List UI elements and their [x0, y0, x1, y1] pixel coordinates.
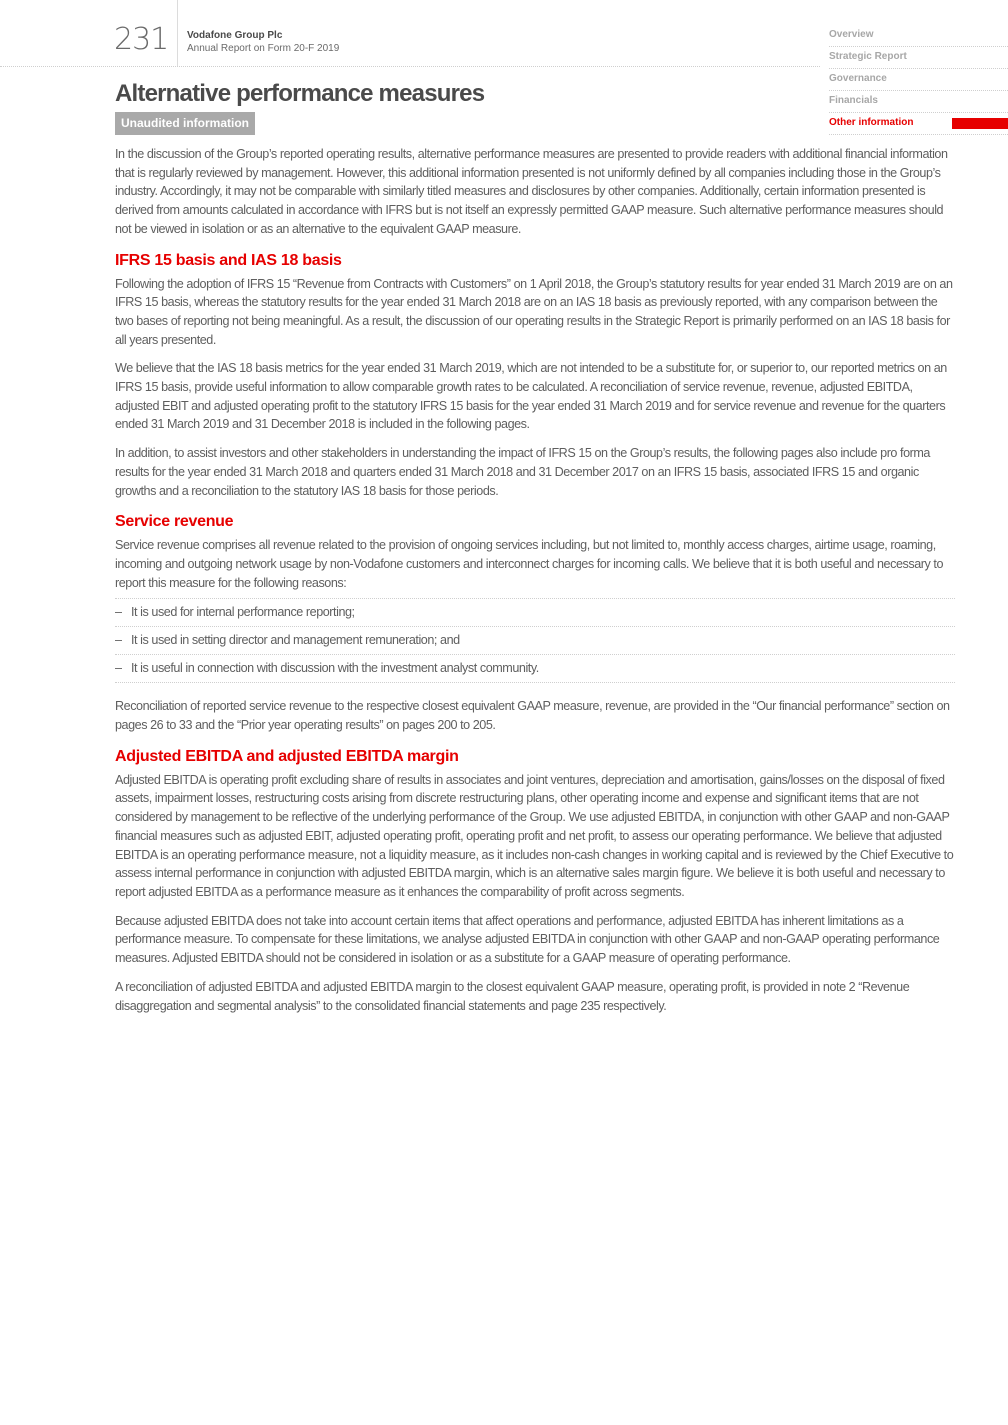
ifrs-paragraph-1: Following the adoption of IFRS 15 “Revenue from Contracts with Customers” on 1 April 2018, the Group’s statutory results for year ended 31 March 2019 are on an IFRS 15 basis, whereas the statutory results for the year ended 31 March 2018 are on an IAS 18 basis as previously reported, with any comparison between the two bases of reporting not being meaningful. As a result, the discussion of our operating results in the Strategic Report is primarily performed on an IAS 18 basis for all years presented.: [115, 276, 953, 347]
section-heading-ifrs: IFRS 15 basis and IAS 18 basis: [115, 251, 342, 269]
header-vertical-divider: [177, 0, 178, 67]
main-content: [115, 145, 955, 1025]
list-item-text: It is useful in connection with discussion with the investment analyst community.: [131, 661, 539, 676]
dash-bullet-icon: –: [115, 661, 122, 676]
nav-item-other-information[interactable]: [829, 113, 1008, 135]
section-heading-ebitda: Adjusted EBITDA and adjusted EBITDA margin: [115, 747, 459, 765]
ebitda-paragraph-2: Because adjusted EBITDA does not take into account certain items that affect operations and performance, adjusted EBITDA has inherent limitations as a performance measure. To compensate for these limitations, we analyse adjusted EBITDA in conjunction with other GAAP and non-GAAP operating performance measures. Adjusted EBITDA should not be considered in isolation or as a substitute for a GAAP measure of operating performance.: [115, 913, 940, 966]
dash-bullet-icon: –: [115, 605, 122, 620]
active-section-marker: [952, 118, 1008, 129]
header-divider: [0, 66, 820, 67]
page-number: 231: [114, 22, 169, 57]
nav-item-label: Governance: [829, 73, 887, 84]
list-item: [115, 627, 955, 655]
nav-item-financials[interactable]: [829, 91, 1008, 113]
section-nav: [829, 25, 1008, 135]
unaudited-badge: Unaudited information: [115, 112, 255, 135]
dash-bullet-icon: –: [115, 633, 122, 648]
list-item-text: It is used in setting director and management remuneration; and: [131, 633, 460, 648]
report-name: Annual Report on Form 20-F 2019: [187, 43, 340, 54]
reasons-list: [115, 598, 955, 683]
nav-item-overview[interactable]: [829, 25, 1008, 47]
nav-item-strategic-report[interactable]: [829, 47, 1008, 69]
list-item: [115, 599, 955, 627]
intro-paragraph: In the discussion of the Group’s reported operating results, alternative performance measures are presented to provide readers with additional financial information that is regularly reviewed by management. However, this additional information presented is not uniformly defined by all companies including those in the Group’s industry. Accordingly, it may not be comparable with similarly titled measures and disclosures by other companies. Additionally, certain information presented is derived from amounts calculated in accordance with IFRS but is not itself an expressly permitted GAAP measure. Such alternative performance measures should not be viewed in isolation or as an alternative to the equivalent GAAP measure.: [115, 147, 948, 236]
nav-item-label: Overview: [829, 29, 874, 40]
nav-item-governance[interactable]: [829, 69, 1008, 91]
ebitda-paragraph-3: A reconciliation of adjusted EBITDA and adjusted EBITDA margin to the closest equivalent GAAP measure, operating profit, is provided in note 2 “Revenue disaggregation and segmental analysis” to the consolidated financial statements and page 235 respectively.: [115, 979, 910, 1013]
list-item: [115, 655, 955, 683]
ifrs-paragraph-3: In addition, to assist investors and other stakeholders in understanding the impact of IFRS 15 on the Group’s results, the following pages also include pro forma results for the year ended 31 March 2018 and quarters ended 31 March 2018 and 31 December 2017 on an IFRS 15 basis, associated IFRS 15 and organic growths and a reconciliation to the statutory IAS 18 basis for those periods.: [115, 446, 930, 498]
ebitda-paragraph-1: Adjusted EBITDA is operating profit excluding share of results in associates and joint ventures, depreciation and amortisation, gains/losses on the disposal of fixed assets, impairment losses, restructuring costs arising from discrete restructuring plans, other operating income and expense and significant items that are not considered by management to be reflective of the underlying performance of the Group. We use adjusted EBITDA, in conjunction with other GAAP and non-GAAP financial measures such as adjusted EBIT, adjusted operating profit, operating profit and net profit, to assess our operating performance. We believe that adjusted EBITDA is an operating performance measure, not a liquidity measure, as it includes non-cash changes in working capital and is reviewed by the Chief Executive to assess internal performance in conjunction with adjusted EBITDA margin, which is an alternative sales margin figure. We believe it is both useful and necessary to report adjusted EBITDA as a performance measure as it enhances the comparability of profit across segments.: [115, 772, 954, 899]
ifrs-paragraph-2: We believe that the IAS 18 basis metrics for the year ended 31 March 2019, which are not intended to be a substitute for, or superior to, our reported metrics on an IFRS 15 basis, provide useful information to allow comparable growth rates to be calculated. A reconciliation of service revenue, revenue, adjusted EBITDA, adjusted EBIT and adjusted operating profit to the statutory IFRS 15 basis for the year ended 31 March 2019 and for service revenue and revenue for the quarters ended 31 March 2019 and 31 December 2018 is included in the following pages.: [115, 361, 947, 432]
page-title: Alternative performance measures: [115, 80, 485, 107]
list-item-text: It is used for internal performance reporting;: [131, 605, 355, 620]
service-revenue-paragraph: Service revenue comprises all revenue related to the provision of ongoing services including, but not limited to, monthly access charges, airtime usage, roaming, incoming and outgoing network usage by non-Vodafone customers and interconnect charges for incoming calls. We believe that it is both useful and necessary to report this measure for the following reasons:: [115, 538, 944, 590]
nav-item-label: Strategic Report: [829, 51, 907, 62]
company-name: Vodafone Group Plc: [187, 30, 283, 41]
nav-item-label: Other information: [829, 117, 914, 128]
service-revenue-closing: Reconciliation of reported service revenue to the respective closest equivalent GAAP measure, revenue, are provided in the “Our financial performance” section on pages 26 to 33 and the “Prior year operating results” on pages 200 to 205.: [115, 699, 950, 733]
nav-item-label: Financials: [829, 95, 878, 106]
section-heading-service-revenue: Service revenue: [115, 513, 234, 531]
